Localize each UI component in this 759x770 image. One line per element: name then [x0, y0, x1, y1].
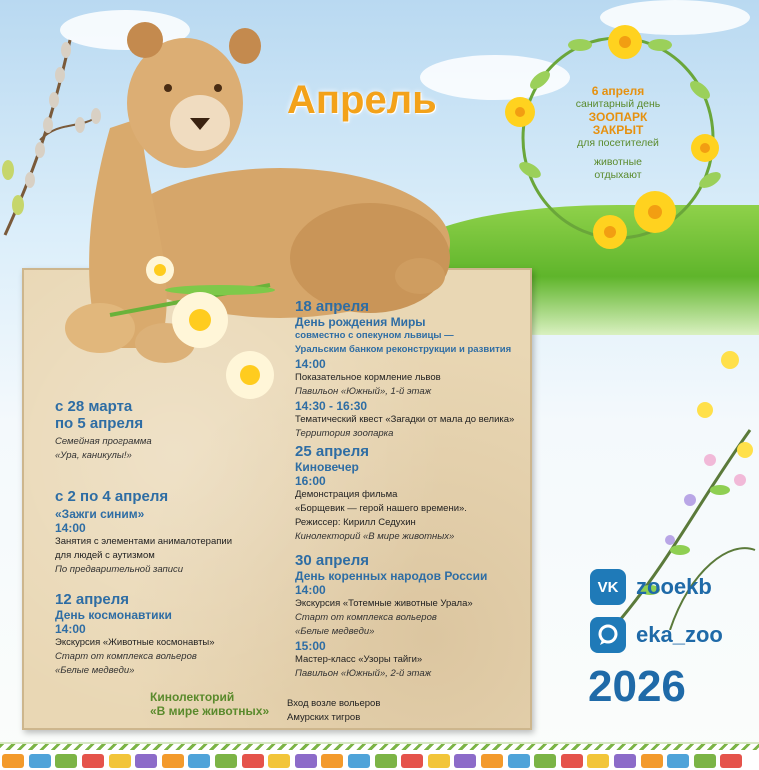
animal-icon [667, 754, 689, 768]
animal-icon [29, 754, 51, 768]
notice-line: отдыхают [594, 169, 642, 181]
animal-icon [2, 754, 24, 768]
animal-icon [534, 754, 556, 768]
event-desc: Экскурсия «Тотемные животные Урала» [295, 598, 473, 609]
cinema-lecture-hall [150, 690, 269, 718]
animal-icon [162, 754, 184, 768]
notice-zoo: ЗООПАРК [588, 110, 648, 124]
event-time: 14:30 - 16:30 [295, 399, 368, 413]
event-date: по 5 апреля [55, 415, 144, 432]
event-desc: для людей с аутизмом [55, 550, 155, 561]
year: 2026 [588, 662, 686, 711]
messenger-handle: eka_zoo [636, 622, 723, 647]
event-desc: «Ура, каникулы!» [55, 450, 132, 461]
animal-icon [348, 754, 370, 768]
closure-notice [548, 85, 688, 182]
event-location: «Белые медведи» [295, 626, 375, 637]
event-desc: Демонстрация фильма [295, 489, 398, 500]
kino-entrance: Амурских тигров [287, 712, 361, 723]
animal-icon [55, 754, 77, 768]
animal-icon [215, 754, 237, 768]
cinema-entrance [287, 697, 380, 725]
event-desc: Тематический квест «Загадки от мала до велика» [295, 414, 515, 425]
animal-icon [720, 754, 742, 768]
event-location: Павильон «Южный», 1-й этаж [295, 386, 432, 397]
month-title: Апрель [287, 78, 437, 122]
event-desc: Занятия с элементами анималотерапии [55, 536, 233, 547]
event-desc: Семейная программа [55, 436, 152, 447]
animal-icon [295, 754, 317, 768]
event-location: «Белые медведи» [55, 665, 135, 676]
animal-icon [561, 754, 583, 768]
event-date: с 28 марта [55, 398, 133, 415]
kino-title: Кинолекторий [150, 690, 235, 704]
event-cosmonautics-day [55, 591, 215, 678]
event-location: Кинолекторий «В мире животных» [295, 531, 455, 542]
footer-pattern [0, 744, 759, 750]
event-date: 18 апреля [295, 298, 370, 315]
event-time: 16:00 [295, 474, 326, 488]
event-location: Павильон «Южный», 2-й этаж [295, 668, 432, 679]
daffodils [100, 245, 290, 405]
event-desc: «Борщевик — герой нашего времени». [295, 503, 467, 514]
event-light-it-blue [55, 488, 232, 577]
event-title: Киновечер [295, 460, 359, 474]
event-time: 15:00 [295, 639, 326, 653]
animal-icon [321, 754, 343, 768]
animal-icon [109, 754, 131, 768]
event-date: с 2 по 4 апреля [55, 488, 169, 505]
animal-icon [508, 754, 530, 768]
event-indigenous-day [295, 552, 487, 681]
event-date: 30 апреля [295, 552, 370, 569]
animal-icon [268, 754, 290, 768]
event-partner: совместно с опекуном львицы — [295, 330, 454, 341]
event-movie-night [295, 443, 467, 544]
messenger-link[interactable] [590, 617, 723, 653]
kino-title: «В мире животных» [150, 704, 270, 718]
event-easter-holidays [55, 398, 152, 463]
animal-icon [694, 754, 716, 768]
event-desc: Показательное кормление львов [295, 372, 441, 383]
animal-icon [614, 754, 636, 768]
event-time: 14:00 [55, 521, 86, 535]
animal-icon [481, 754, 503, 768]
animal-icon [82, 754, 104, 768]
animal-icon [428, 754, 450, 768]
notice-line: животные [594, 156, 642, 168]
event-title: «Зажги синим» [55, 507, 145, 521]
animal-icon [454, 754, 476, 768]
event-title: День космонавтики [55, 608, 172, 622]
vk-icon: VK [590, 569, 626, 605]
event-title: День рождения Миры [295, 315, 426, 329]
animal-icon [401, 754, 423, 768]
kino-entrance: Вход возле вольеров [287, 698, 381, 709]
event-title: День коренных народов России [295, 569, 488, 583]
notice-line: для посетителей [577, 137, 659, 149]
event-location: Территория зоопарка [295, 428, 394, 439]
chat-bubble-icon [590, 617, 626, 653]
event-note: По предварительной записи [55, 564, 184, 575]
event-time: 14:00 [55, 622, 86, 636]
notice-closed: ЗАКРЫТ [592, 123, 644, 137]
event-desc: Экскурсия «Животные космонавты» [55, 637, 215, 648]
event-desc: Мастер-класс «Узоры тайги» [295, 654, 423, 665]
event-partner: Уральским банком реконструкции и развития [295, 344, 512, 355]
animal-icon [188, 754, 210, 768]
vk-link[interactable] [590, 569, 712, 605]
event-desc: Режиссер: Кирилл Седухин [295, 517, 416, 528]
animal-icon [375, 754, 397, 768]
animal-icon [641, 754, 663, 768]
event-time: 14:00 [295, 583, 326, 597]
animal-icon [242, 754, 264, 768]
event-date: 12 апреля [55, 591, 130, 608]
event-location: Старт от комплекса вольеров [295, 612, 437, 623]
notice-date: 6 апреля [591, 84, 645, 98]
event-location: Старт от комплекса вольеров [55, 651, 197, 662]
vk-handle: zooekb [636, 574, 712, 599]
event-time: 14:00 [295, 357, 326, 371]
event-mira-birthday [295, 298, 514, 441]
animal-icon [135, 754, 157, 768]
event-date: 25 апреля [295, 443, 370, 460]
notice-line: санитарный день [575, 98, 661, 110]
animal-icon [587, 754, 609, 768]
